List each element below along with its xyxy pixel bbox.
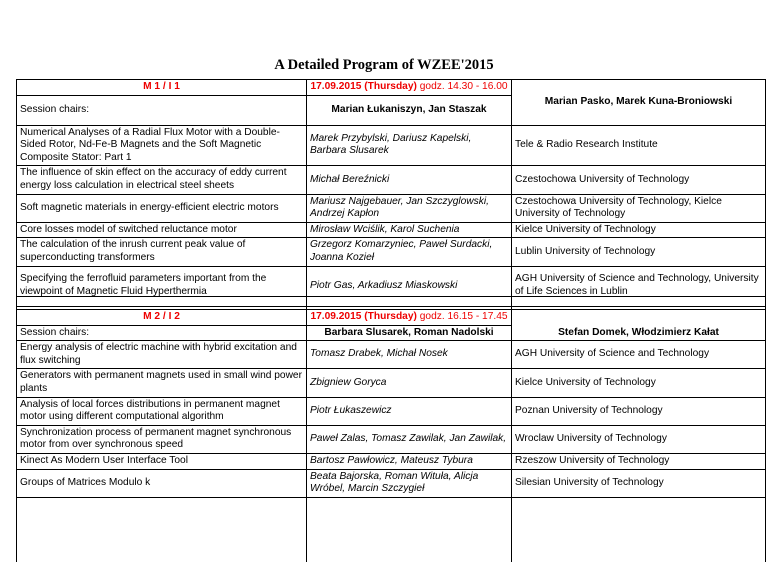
paper-affiliation: Czestochowa University of Technology, Kielce University of Technology [512,194,766,222]
session-2-table [16,296,766,562]
session-date: 17.09.2015 (Thursday) [310,81,417,92]
session-chairs-1: Marian Łukaniszyn, Jan Staszak [307,95,512,125]
paper-affiliation: Lublin University of Technology [512,238,766,266]
paper-authors: Bartosz Pawłowicz, Mateusz Tybura [307,453,512,469]
paper-authors: Tomasz Drabek, Michał Nosek [307,341,512,369]
page-title: A Detailed Program of WZEE'2015 [274,57,494,73]
paper-title: Synchronization process of permanent magnet synchronous motor from over synchronous speed [17,425,307,453]
session-datetime [307,310,512,326]
table-row [17,166,766,194]
paper-affiliation: Silesian University of Technology [512,469,766,497]
session-1-table [16,79,766,307]
session-date: 17.09.2015 (Thursday) [310,311,417,322]
table-row [17,238,766,266]
paper-title: Kinect As Modern User Interface Tool [17,453,307,469]
empty-row [17,497,766,562]
paper-authors: Piotr Łukaszewicz [307,397,512,425]
paper-affiliation: Czestochowa University of Technology [512,166,766,194]
table-row [17,469,766,497]
table-row [17,194,766,222]
session-code: M 1 / I 1 [17,80,307,96]
paper-affiliation: Wroclaw University of Technology [512,425,766,453]
paper-authors: Zbigniew Goryca [307,369,512,397]
paper-title: Soft magnetic materials in energy-efficient electric motors [17,194,307,222]
paper-affiliation: AGH University of Science and Technology [512,341,766,369]
paper-title: Groups of Matrices Modulo k [17,469,307,497]
paper-authors: Marek Przybylski, Dariusz Kapelski, Barbara Slusarek [307,125,512,166]
session-code: M 2 / I 2 [17,310,307,326]
paper-title: Generators with permanent magnets used in small wind power plants [17,369,307,397]
paper-authors: Michał Bereźnicki [307,166,512,194]
table-row [17,453,766,469]
paper-authors: Paweł Zalas, Tomasz Zawilak, Jan Zawilak, [307,425,512,453]
paper-affiliation: Rzeszow University of Technology [512,453,766,469]
paper-title: Energy analysis of electric machine with hybrid excitation and flux switching [17,341,307,369]
paper-affiliation: Poznan University of Technology [512,397,766,425]
table-row [17,369,766,397]
table-row [17,397,766,425]
session-chairs-label: Session chairs: [17,95,307,125]
table-row [17,222,766,238]
paper-affiliation: AGH University of Science and Technology, University of Life Sciences in Lublin [512,266,766,306]
table-row [17,425,766,453]
paper-title: The calculation of the inrush current peak value of superconducting transformers [17,238,307,266]
paper-title: Analysis of local forces distributions in permanent magnet motor using different computational algorithm [17,397,307,425]
paper-authors: Mirosław Wciślik, Karol Suchenia [307,222,512,238]
session-time: godz. 16.15 - 17.45 [419,311,508,322]
paper-title: The influence of skin effect on the accuracy of eddy current energy loss calculation in electrical steel sheets [17,166,307,194]
paper-authors: Mariusz Najgebauer, Jan Szczyglowski, Andrzej Kapłon [307,194,512,222]
session-chairs-2: Stefan Domek, Włodzimierz Kałat [512,310,766,341]
paper-title: Specifying the ferrofluid parameters important from the viewpoint of Magnetic Fluid Hyperthermia [17,266,307,306]
paper-affiliation: Tele & Radio Research Institute [512,125,766,166]
paper-affiliation: Kielce University of Technology [512,222,766,238]
table-row [17,341,766,369]
paper-title: Core losses model of switched reluctance motor [17,222,307,238]
paper-affiliation: Kielce University of Technology [512,369,766,397]
session-chairs-2: Marian Pasko, Marek Kuna-Broniowski [512,80,766,126]
paper-authors: Grzegorz Komarzyniec, Paweł Surdacki, Joanna Kozieł [307,238,512,266]
table-row [17,125,766,166]
session-datetime [307,80,512,96]
spacer-row [17,297,766,310]
session-chairs-1: Barbara Slusarek, Roman Nadolski [307,325,512,341]
paper-authors: Beata Bajorska, Roman Wituła, Alicja Wróbel, Marcin Szczygieł [307,469,512,497]
session-time: godz. 14.30 - 16.00 [419,81,508,92]
session-chairs-label: Session chairs: [17,325,307,341]
paper-title: Numerical Analyses of a Radial Flux Motor with a Double-Sided Rotor, Nd-Fe-B Magnets and the Soft Magnetic Composite Stator: Part 1 [17,125,307,166]
paper-authors: Piotr Gas, Arkadiusz Miaskowski [307,266,512,306]
